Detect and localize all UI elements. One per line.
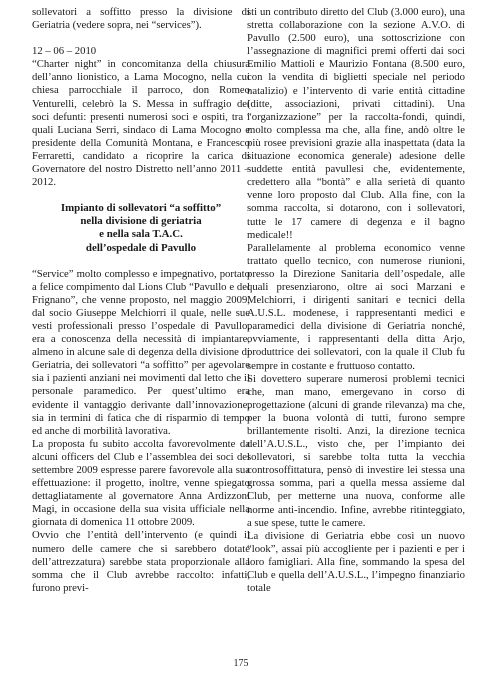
- right-column: [247, 6, 465, 595]
- spacer: [32, 32, 250, 45]
- date-line: 12 – 06 – 2010: [32, 45, 97, 58]
- section-heading: [32, 202, 250, 254]
- paragraph-service: “Service” molto complesso e impegnativo, portato a felice compimento dal Lions Club “Pavullo e del Frignano”, che venne proposto, nel maggio 2009, dal socio Giuseppe Melchiorri il quale, nelle sue vesti professionali presso l’ospedale di Pavullo, era a conoscenza della necessità di impiantare, almeno in alcune sale di degenza della divisione di Geriatria, dei sollevatori “a soffitto” per agevolare sia i pazienti anziani nei movimenti dal letto che il personale paramedico. Per quest’ultimo era evidente il vantaggio derivante dall’innovazione, sia in termini di fatica che di risparmio di tempo ed anche di morbilità lavorativa.: [32, 267, 250, 437]
- paragraph-charter-night: “Charter night” in concomitanza della chiusura dell’anno lionistico, a Lama Mocogno, nella cui chiesa parrocchiale il parroco, don Romeo Venturelli, celebrò la S. Messa in suffragio dei soci defunti: presenti numerosi soci e ospiti, tra i quali Luciana Serri, sindaco di Lama Mocogno e presidente della Comunità Montana, e Francesco Ferraretti, candidato a ricoprire la carica di Governatore del nostro Distretto nell’anno 2011 – 2012.: [32, 58, 250, 189]
- heading-line: dell’ospedale di Pavullo: [85, 241, 197, 254]
- paragraph-intervention: Ovvio che l’entità dell’intervento (e quindi il numero delle camere che si sarebbero dotate dell’attrezzatura) sarebbe stata proporzionale alla somma che il Club avrebbe raccolto: infatti, furono previ-: [32, 529, 250, 594]
- paragraph-funding: sti un contributo diretto del Club (3.000 euro), una stretta collaborazione con la sezione A.V.O. di Pavullo (2.500 euro), una sottoscrizione con l’assegnazione di magnifici premi offerti dai soci Emilio Mattioli e Maurizio Fontana (8.500 euro, con la vendita di biglietti speciale nel periodo natalizio) e l’intervento di varie entità cittadine (ditte, associazioni, privati cittadini). Una “organizzazione” per la raccolta-fondi, quindi, molto complessa ma che, alla fine, andò oltre le più rosee previsioni grazie alla inaspettata (data la situazione economica generale) adesione delle suddette entità pavullesi che, evidentemente, credettero alla “bontà” e alla serietà di quanto venne loro proposto dal Club. Alla fine, con la somma raccolta, si dotarono, con i sollevatori, tutte le 17 camere di degenza e il bagno medicale!!: [247, 6, 465, 241]
- heading-line: Impianto di sollevatori “a soffitto”: [60, 202, 222, 215]
- left-column: [32, 6, 250, 595]
- paragraph-problems: Si dovettero superare numerosi problemi tecnici che, man mano, emergevano in corso di progettazione (alcuni di grande rilevanza) ma che, per la buona volontà di tutti, furono sempre brillantemente risolti. Anzi, la direzione tecnica dell’A.U.S.L., visto che, per l’impianto dei sollevatori, si sarebbe tolta tutta la vecchia controsoffittatura, pensò di investire lei stessa una grossa somma, pari a quella messa assieme dal Club, per metterne una nuova, conforme alle norme anti-incendio. Infine, avrebbe ritinteggiato, a sue spese, tutte le camere.: [247, 372, 465, 529]
- spacer: [32, 189, 250, 202]
- paragraph-proposal: La proposta fu subito accolta favorevolmente da alcuni officers del Club e l’assemblea dei soci del settembre 2009 espresse parere favorevole alla sua effettuazione: il progetto, inoltre, venne spiegato dettagliatamente al governatore Anna Ardizzoni Magi, in occasione della sua visita ufficiale nella giornata di domenica 11 ottobre 2009.: [32, 437, 250, 529]
- page-number: 175: [233, 658, 249, 669]
- paragraph-technical: Parallelamente al problema economico venne trattato quello tecnico, con numerose riunioni, presso la Direzione Sanitaria dell’ospedale, alle quali presenziarono, oltre ai soci Marzani e Melchiorri, i dirigenti sanitari e tecnici della A.U.S.L. modenese, i rappresentanti medici e paramedici della divisione di Geriatria nonché, ovviamente, i rappresentanti della ditta Arjo, produttrice dei sollevatori, con la quale il Club fu sempre in costante e fruttuoso contatto.: [247, 241, 465, 372]
- heading-line: nella divisione di geriatria: [80, 215, 202, 228]
- spacer: [32, 255, 250, 268]
- paragraph-continuation: sollevatori a soffitto presso la divisione di Geriatria (vedere sopra, nei “services”).: [32, 6, 250, 32]
- heading-line: e nella sala T.A.C.: [99, 228, 183, 241]
- paragraph-result: La divisione di Geriatria ebbe così un nuovo “look”, assai più accogliente per i pazienti e per i loro famigliari. Alla fine, sommando la spesa del Club e quella dell’A.U.S.L., l’impegno finanziario totale: [247, 529, 465, 595]
